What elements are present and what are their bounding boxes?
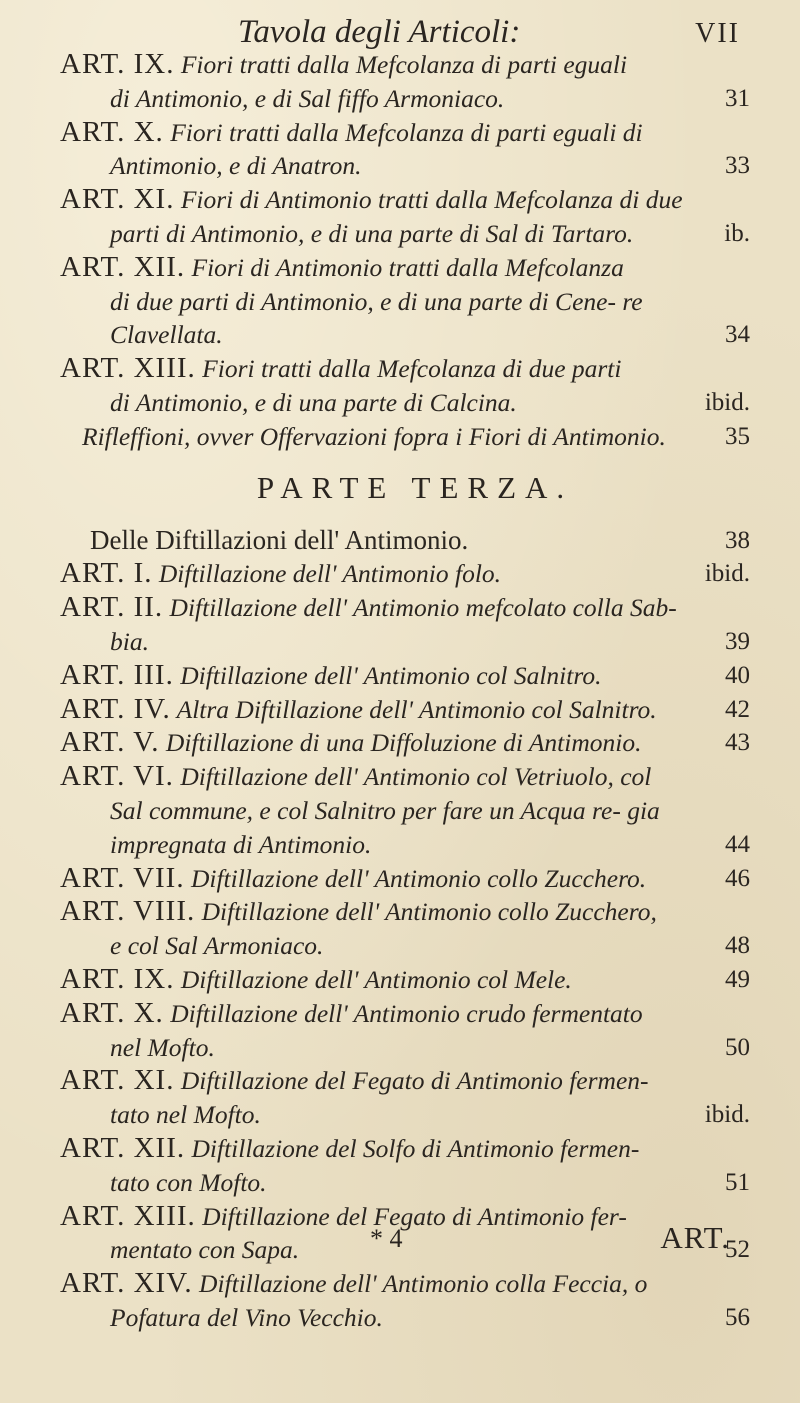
article-title: Diftillazione del Solfo di Antimonio fermen- — [191, 1133, 640, 1163]
article-number: ART. I. — [60, 557, 153, 590]
page-footer — [60, 1220, 750, 1260]
article-number: ART. VII. — [60, 861, 185, 894]
article-number: ART. XII. — [60, 250, 186, 283]
article-title-continued: Sal commune, e col Salnitro per fare un Acqua re- gia impregnata di Antimonio. — [110, 795, 660, 859]
running-title: Tavola degli Articoli: — [238, 14, 521, 50]
article-number: ART. IX. — [60, 962, 175, 995]
article-title: Fiori tratti dalla Mefcolanza di parti eguali di — [170, 117, 643, 147]
table-of-contents — [60, 48, 750, 1335]
section-heading — [60, 524, 750, 558]
toc-entry — [60, 251, 750, 352]
article-number: ART. IX. — [60, 48, 175, 80]
article-title: Diftillazione dell' Antimonio col Salnitro. — [180, 660, 602, 690]
page-ref: 38 — [725, 526, 750, 554]
article-title-continued: di Antimonio, e di Sal fiffo Armoniaco. — [110, 83, 505, 113]
toc-entry — [60, 895, 750, 963]
article-title: Diftillazione dell' Antimonio collo Zucchero, — [201, 897, 657, 927]
riflessioni-title: Rifleffioni, ovver Offervazioni fopra i Fiori di Antimonio. — [82, 421, 666, 451]
toc-entry — [60, 48, 750, 116]
page-ref: 51 — [725, 1168, 750, 1196]
toc-entry — [60, 1267, 750, 1335]
article-title: Diftillazione dell' Antimonio crudo fermentato — [170, 998, 643, 1028]
article-title-continued: bia. — [110, 626, 149, 656]
article-title: Diftillazione dell' Antimonio col Mele. — [180, 964, 572, 994]
page-ref: 49 — [725, 965, 750, 993]
article-title-continued: tato con Mofto. — [110, 1167, 267, 1197]
article-title: Diftillazione dell' Antimonio folo. — [158, 559, 502, 589]
article-title-continued: parti di Antimonio, e di una parte di Sal di Tartaro. — [110, 218, 634, 248]
article-title-continued: di Antimonio, e di una parte di Calcina. — [110, 387, 517, 417]
page-ref: 40 — [725, 661, 750, 689]
article-number: ART. XIII. — [60, 352, 196, 385]
article-title-continued: Antimonio, e di Anatron. — [110, 151, 362, 181]
page-number: VII — [695, 18, 740, 49]
article-title: Diftillazione di una Diffoluzione di Antimonio. — [165, 728, 642, 758]
signature-mark: * 4 — [370, 1224, 403, 1253]
page-ref: ib. — [724, 219, 750, 247]
article-title-continued: nel Mofto. — [110, 1032, 215, 1062]
article-number: ART. XI. — [60, 183, 175, 216]
page-ref: 43 — [725, 729, 750, 757]
article-number: ART. VI. — [60, 760, 174, 793]
page-ref: 56 — [725, 1303, 750, 1331]
page-ref: ibid. — [704, 1101, 750, 1129]
page-ref: 48 — [725, 932, 750, 960]
article-number: ART. XIII. — [60, 1199, 196, 1232]
toc-entry — [60, 659, 750, 693]
toc-entry — [60, 352, 750, 420]
toc-entry — [60, 997, 750, 1065]
toc-entry — [60, 116, 750, 184]
page-ref: 42 — [725, 695, 750, 723]
article-title: Altra Diftillazione dell' Antimonio col Salnitro. — [176, 694, 657, 724]
article-title: Diftillazione del Fegato di Antimonio fermen- — [180, 1066, 649, 1096]
article-number: ART. XII. — [60, 1131, 186, 1164]
article-number: ART. III. — [60, 658, 174, 691]
article-number: ART. X. — [60, 996, 164, 1029]
page-ref: 33 — [725, 152, 750, 180]
article-title: Fiori tratti dalla Mefcolanza di parti eguali — [180, 50, 628, 79]
toc-entry — [60, 693, 750, 727]
page-ref: 52 — [725, 1236, 750, 1264]
toc-entry — [60, 1064, 750, 1132]
article-title-continued: e col Sal Armoniaco. — [110, 931, 324, 961]
page-ref: 44 — [725, 830, 750, 858]
article-title: Diftillazione dell' Antimonio colla Feccia, o — [199, 1269, 648, 1299]
article-title: Fiori di Antimonio tratti dalla Mefcolanza — [191, 252, 624, 282]
article-title: Diftillazione del Fegato di Antimonio fer- — [202, 1201, 627, 1231]
toc-entry — [60, 862, 750, 896]
page-ref: 31 — [725, 84, 750, 112]
page-ref: 34 — [725, 321, 750, 349]
article-title: Fiori tratti dalla Mefcolanza di due parti — [202, 354, 622, 384]
page-ref: ibid. — [704, 388, 750, 416]
toc-entry — [60, 963, 750, 997]
article-title: Diftillazione dell' Antimonio mefcolato colla Sab- — [169, 593, 677, 623]
article-title: Diftillazione dell' Antimonio col Vetriuolo, col — [180, 762, 652, 792]
catchword: ART. — [660, 1220, 730, 1255]
article-number: ART. V. — [60, 726, 160, 759]
article-number: ART. X. — [60, 115, 164, 148]
riflessioni-entry — [60, 420, 750, 454]
toc-entry — [60, 591, 750, 659]
article-number: ART. XIV. — [60, 1267, 193, 1300]
article-number: ART. VIII. — [60, 895, 196, 928]
page-ref: 35 — [725, 422, 750, 450]
article-title: Diftillazione dell' Antimonio collo Zucchero. — [190, 863, 647, 893]
toc-entry — [60, 760, 750, 861]
article-number: ART. II. — [60, 591, 164, 624]
article-title-continued: di due parti di Antimonio, e di una parte di Cene- re Clavellata. — [110, 286, 643, 350]
article-title-continued: mentato con Sapa. — [110, 1235, 300, 1265]
section-title: PARTE TERZA. — [256, 469, 574, 505]
article-title-continued: tato nel Mofto. — [110, 1100, 261, 1130]
page-ref: ibid. — [704, 560, 750, 588]
section-heading-text: Delle Diftillazioni dell' Antimonio. — [90, 524, 469, 555]
toc-entry — [60, 726, 750, 760]
toc-entry — [60, 1132, 750, 1200]
article-title: Fiori di Antimonio tratti dalla Mefcolanza di due — [180, 185, 683, 215]
article-number: ART. IV. — [60, 692, 171, 725]
article-title-continued: Pofatura del Vino Vecchio. — [110, 1302, 383, 1332]
page-ref: 50 — [725, 1033, 750, 1061]
toc-entry — [60, 183, 750, 251]
article-number: ART. XI. — [60, 1064, 175, 1097]
page-ref: 39 — [725, 627, 750, 655]
toc-entry — [60, 557, 750, 591]
page-ref: 46 — [725, 864, 750, 892]
